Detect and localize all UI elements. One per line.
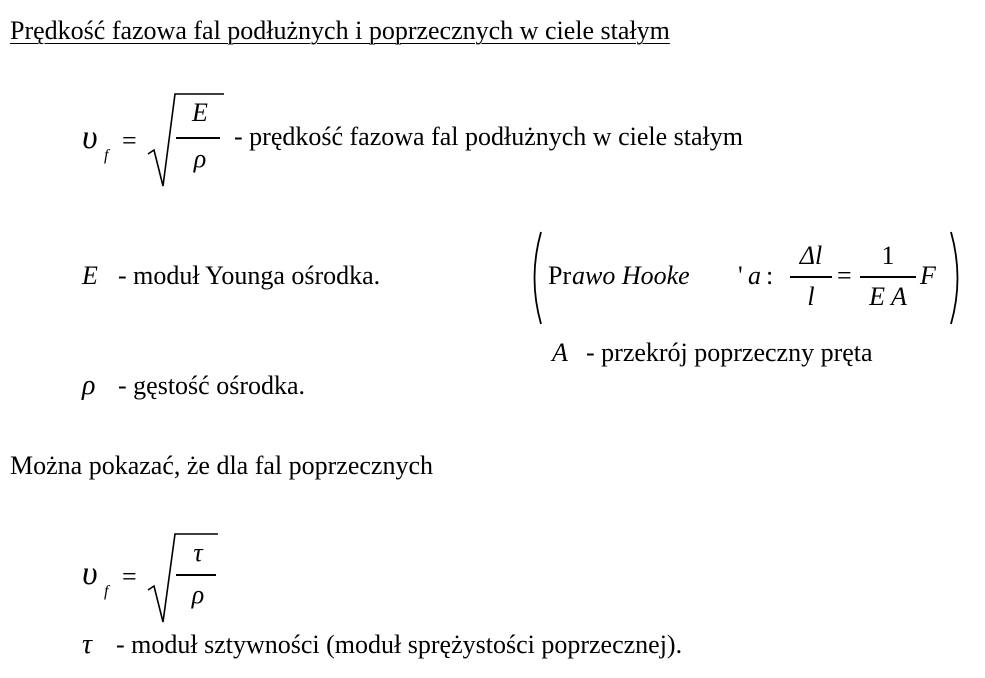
formula-description: - prędkość fazowa fal podłużnych w ciele stałym	[234, 122, 743, 151]
young-description: - moduł Younga ośrodka.	[118, 261, 381, 290]
fraction-bar-1	[790, 276, 832, 278]
section-title: Prędkość fazowa fal podłużnych i poprzecznych w ciele stałym	[10, 16, 670, 45]
velocity-subscript: f	[104, 147, 109, 164]
fraction-numerator-2: τ	[193, 538, 203, 567]
velocity-symbol: υ	[82, 119, 98, 156]
hooke-apostrophe: '	[738, 261, 743, 290]
transverse-intro: Można pokazać, że dla fal poprzecznych	[10, 451, 433, 480]
hooke-name: awo Hooke	[572, 261, 690, 290]
fraction-bar	[176, 137, 220, 139]
left-paren	[526, 230, 546, 326]
fraction-denominator-2: ρ	[191, 580, 205, 609]
force-symbol: F	[920, 261, 936, 290]
shear-description: - moduł sztywności (moduł sprężystości poprzecznej).	[116, 630, 683, 659]
hooke-equals: =	[837, 261, 852, 290]
l-denominator: l	[807, 282, 815, 311]
density-symbol: ρ	[82, 370, 96, 401]
fraction-bar-3	[176, 574, 216, 576]
equals-sign-2: =	[122, 562, 137, 591]
velocity-subscript-2: f	[104, 583, 109, 600]
hooke-a: a	[748, 261, 761, 290]
shear-symbol: τ	[82, 629, 93, 660]
hooke-prefix: Pr	[548, 261, 572, 290]
area-symbol: A	[552, 338, 568, 367]
delta-l-numerator: Δl	[799, 241, 823, 270]
right-paren	[946, 230, 966, 326]
fraction-bar-2	[860, 276, 916, 278]
area-description: - przekrój poprzeczny pręta	[586, 338, 873, 367]
ea-denominator: E A	[869, 282, 907, 311]
fraction-denominator: ρ	[193, 144, 207, 173]
young-symbol: E	[82, 261, 98, 290]
equals-sign: =	[122, 126, 137, 155]
one-numerator: 1	[881, 241, 895, 270]
fraction-numerator: E	[192, 98, 208, 127]
density-description: - gęstość ośrodka.	[118, 371, 306, 400]
hooke-colon: :	[766, 261, 774, 290]
velocity-symbol-2: υ	[82, 555, 98, 592]
